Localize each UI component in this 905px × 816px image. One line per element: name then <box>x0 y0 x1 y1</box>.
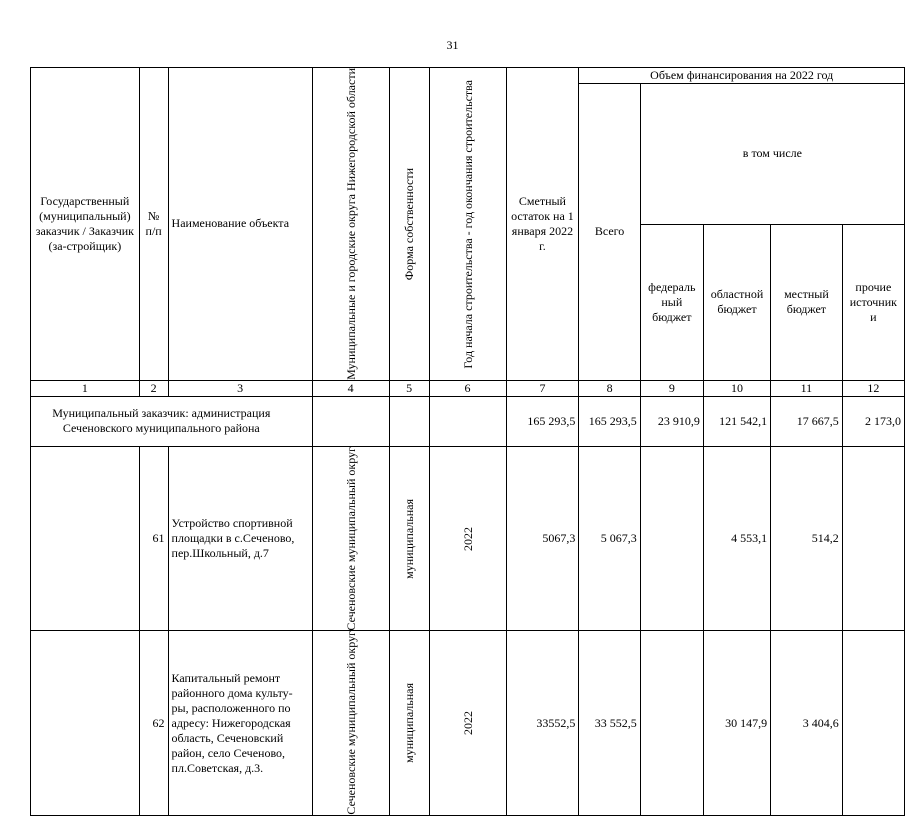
row-num: 61 <box>139 446 168 631</box>
row-num: 62 <box>139 631 168 816</box>
col-number: 6 <box>429 380 506 396</box>
row-total: 33 552,5 <box>579 631 640 816</box>
customer-empty-cell <box>31 446 140 631</box>
row-total: 5 067,3 <box>579 446 640 631</box>
row-other <box>842 446 904 631</box>
summary-total: 165 293,5 <box>579 396 640 446</box>
row-regional: 30 147,9 <box>703 631 770 816</box>
header-num: № п/п <box>139 68 168 381</box>
financing-table <box>30 67 905 816</box>
header-ownership: Форма собственности <box>389 68 429 381</box>
col-number: 9 <box>640 380 703 396</box>
page-number: 31 <box>446 38 459 52</box>
row-ownership: муниципальная <box>389 631 429 816</box>
header-other: прочие источник и <box>842 224 904 380</box>
header-municipality: Муниципальные и городские округа Нижегородской области <box>312 68 389 381</box>
header-object-name: Наименование объекта <box>168 68 312 381</box>
row-municipality: Сеченовские муниципальный округ <box>312 631 389 816</box>
table-row <box>31 446 905 631</box>
customer-empty-cell <box>31 631 140 816</box>
row-local: 514,2 <box>771 446 843 631</box>
summary-row <box>31 396 905 446</box>
header-funding-volume: Объем финансирования на 2022 год <box>579 68 905 84</box>
header-local: местный бюджет <box>771 224 843 380</box>
row-years: 2022 <box>429 631 506 816</box>
header-remaining: Сметный остаток на 1 января 2022 г. <box>506 68 579 381</box>
row-local: 3 404,6 <box>771 631 843 816</box>
header-regional: областной бюджет <box>703 224 770 380</box>
column-numbers-row <box>31 380 905 396</box>
row-other <box>842 631 904 816</box>
row-remaining: 33552,5 <box>506 631 579 816</box>
row-municipality: Сеченовские муниципальный округ <box>312 446 389 631</box>
table-row <box>31 631 905 816</box>
row-remaining: 5067,3 <box>506 446 579 631</box>
summary-remaining: 165 293,5 <box>506 396 579 446</box>
row-ownership: муниципальная <box>389 446 429 631</box>
col-number: 4 <box>312 380 389 396</box>
col-number: 12 <box>842 380 904 396</box>
col-number: 2 <box>139 380 168 396</box>
row-years: 2022 <box>429 446 506 631</box>
header-total: Всего <box>579 84 640 381</box>
col-number: 5 <box>389 380 429 396</box>
summary-local: 17 667,5 <box>771 396 843 446</box>
col-number: 1 <box>31 380 140 396</box>
row-federal <box>640 631 703 816</box>
summary-other: 2 173,0 <box>842 396 904 446</box>
summary-federal: 23 910,9 <box>640 396 703 446</box>
row-regional: 4 553,1 <box>703 446 770 631</box>
header-years: Год начала строительства - год окончания строительства <box>429 68 506 381</box>
col-number: 8 <box>579 380 640 396</box>
summary-empty-cell <box>389 396 429 446</box>
summary-regional: 121 542,1 <box>703 396 770 446</box>
col-number: 7 <box>506 380 579 396</box>
header-including: в том числе <box>640 84 904 225</box>
row-object-name: Капитальный ремонт районного дома культу-ры, расположенного по адресу: Нижегородская область, Сеченовский район, село Сеченово, пл.Советская, д.3. <box>168 631 312 816</box>
col-number: 3 <box>168 380 312 396</box>
row-federal <box>640 446 703 631</box>
summary-label: Муниципальный заказчик: администрация Сеченовского муниципального района <box>31 396 313 446</box>
col-number: 10 <box>703 380 770 396</box>
header-customer: Государственный (муниципальный) заказчик / Заказчик (за-стройщик) <box>31 68 140 381</box>
summary-empty-cell <box>312 396 389 446</box>
header-federal: федераль ный бюджет <box>640 224 703 380</box>
summary-empty-cell <box>429 396 506 446</box>
row-object-name: Устройство спортивной площадки в с.Сеченово, пер.Школьный, д.7 <box>168 446 312 631</box>
col-number: 11 <box>771 380 843 396</box>
